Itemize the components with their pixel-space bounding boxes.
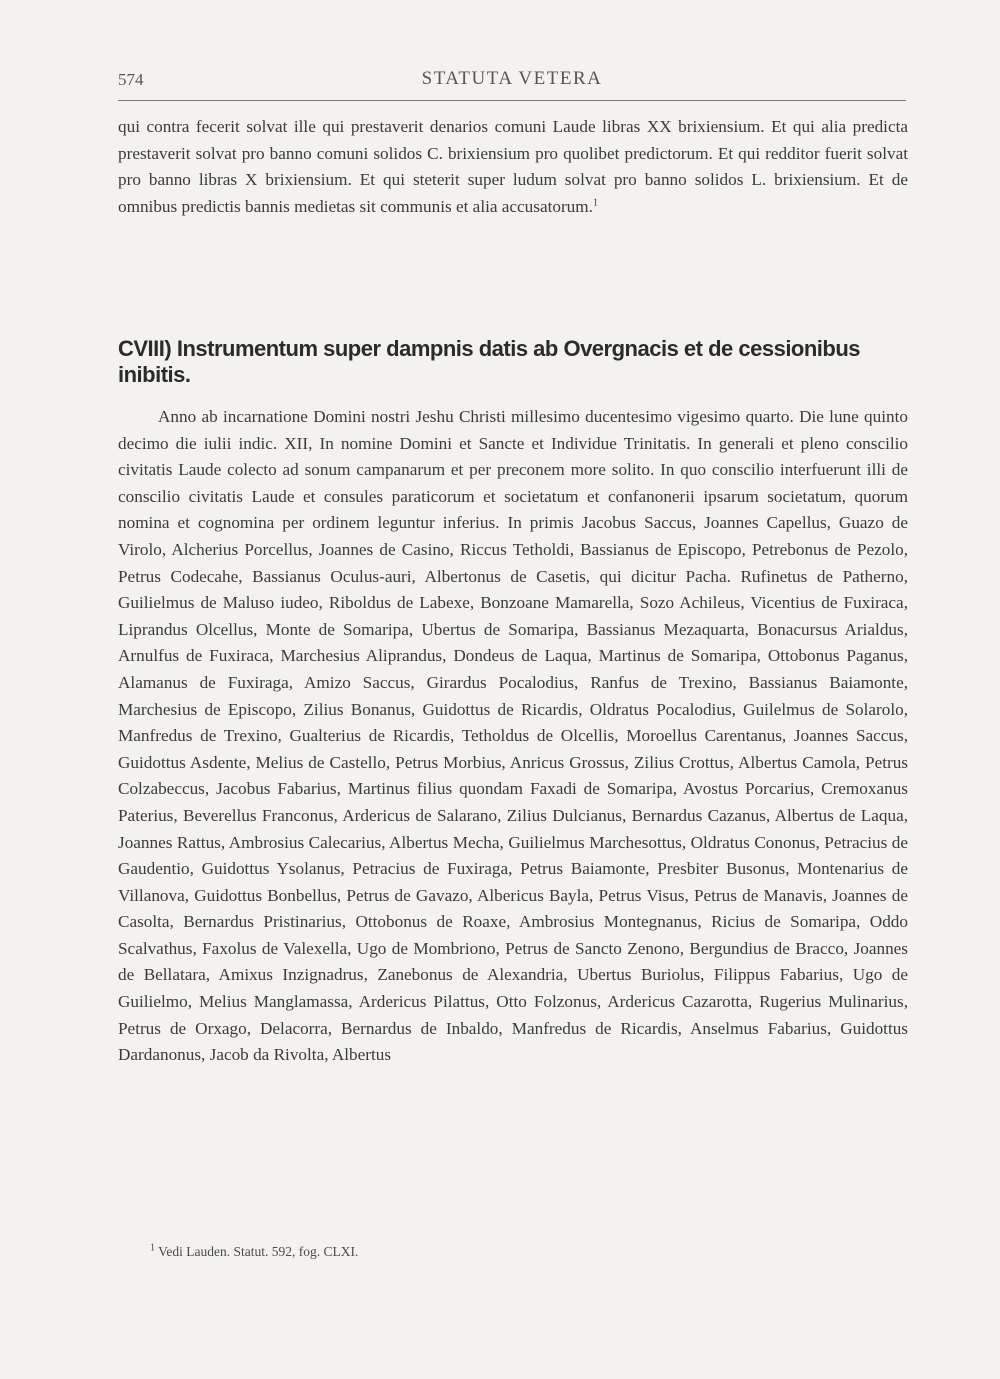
running-title: STATUTA VETERA: [421, 68, 603, 89]
main-text: Anno ab incarnatione Domini nostri Jeshu Christi millesimo ducentesimo vigesimo quarto. Die lune quinto decimo die iulii indic. XII, In nomine Domini et Sancte et Individue Trinitatis. In generali et pleno conscilio civitatis Laude colecto ad sonum campanarum et per preconem more solito. In quo conscilio interfuerunt illi de conscilio civitatis Laude et consules paraticorum et societatum et confanonerii ipsarum societatum, quorum nomina et cognomina per ordinem leguntur inferius. In primis Jacobus Saccus, Joannes Capellus, Guazo de Virolo, Alcherius Porcellus, Joannes de Casino, Riccus Tetholdi, Bassianus de Episcopo, Petrebonus de Pezolo, Petrus Codecahe, Bassianus Oculus-auri, Albertonus de Casetis, qui dicitur Pacha. Rufinetus de Patherno, Guilielmus de Maluso iudeo, Riboldus de Labexe, Bonzoane Mamarella, Sozo Achileus, Vicentius de Fuxiraca, Liprandus Olcellus, Monte de Somaripa, Ubertus de Somaripa, Bassianus Mezaquarta, Bonacursus Arialdus, Arnulfus de Fuxiraca, Marchesius Aliprandus, Dondeus de Laqua, Martinus de Somaripa, Ottobonus Paganus, Alamanus de Fuxiraga, Amizo Saccus, Girardus Pocalodius, Ranfus de Trexino, Bassianus Baiamonte, Marchesius de Episcopo, Zilius Bonanus, Guidottus de Ricardis, Oldratus Pocalodius, Guilelmus de Solarolo, Manfredus de Trexino, Gualterius de Ricardis, Tetholdus de Olcellis, Moroellus Carentanus, Joannes Saccus, Guidottus Asdente, Melius de Castello, Petrus Morbius, Anricus Grossus, Zilius Crottus, Albertus Camola, Petrus Colzabeccus, Jacobus Fabarius, Martinus filius quondam Faxadi de Somaripa, Avostus Porcarius, Cremoxanus Paterius, Beverellus Franconus, Ardericus de Salarano, Zilius Dulcianus, Bernardus Cazanus, Albertus de Laqua, Joannes Rattus, Ambrosius Calecarius, Albertus Mecha, Guilielmus Marchesottus, Oldratus Cononus, Petracius de Gaudentio, Guidottus Ysolanus, Petracius de Fuxiraga, Petrus Baiamonte, Presbiter Busonus, Montenarius de Villanova, Guidottus Bonbellus, Petrus de Gavazo, Albericus Bayla, Petrus Visus, Petrus de Manavis, Joannes de Casolta, Bernardus Pristinarius, Ottobonus de Roaxe, Ambrosius Montegnanus, Ricius de Somaripa, Oddo Scalvathus, Faxolus de Valexella, Ugo de Mombriono, Petrus de Sancto Zenono, Bergundius de Bracco, Joannes de Bellatara, Amixus Inzignadrus, Zanebonus de Alexandria, Ubertus Buriolus, Filippus Fabarius, Ugo de Guilielmo, Melius Manglamassa, Ardericus Pilattus, Otto Folzonus, Ardericus Cazarotta, Rugerius Mulinarius, Petrus de Orxago, Delacorra, Bernardus de Inbaldo, Manfredus de Ricardis, Anselmus Fabarius, Guidottus Dardanonus, Jacob da Rivolta, Albertus: [118, 407, 908, 1065]
intro-paragraph: [118, 114, 908, 220]
footnote-text: Vedi Lauden. Statut. 592, fog. CLXI.: [158, 1244, 359, 1259]
page-header: [118, 66, 906, 101]
footnote-reference[interactable]: 1: [592, 197, 598, 209]
main-paragraph: [118, 404, 908, 1069]
section-heading: CVIII) Instrumentum super dampnis datis ab Overgnacis et de cessionibus inibitis.: [118, 336, 861, 387]
footnote: [150, 1244, 358, 1260]
footnote-mark: 1: [150, 1242, 155, 1254]
page-number: 574: [118, 70, 144, 89]
intro-text: qui contra fecerit solvat ille qui prestaverit denarios comuni Laude libras XX brixiensium. Et qui alia predicta prestaverit solvat pro banno comuni solidos C. brixiensium pro quolibet predictorum. Et qui redditor fuerit solvat pro banno libras X brixiensium. Et qui steterit super ludum solvat pro banno solidos L. brixiensium. Et de omnibus predictis bannis medietas sit communis et alia accusatorum.: [118, 117, 908, 216]
